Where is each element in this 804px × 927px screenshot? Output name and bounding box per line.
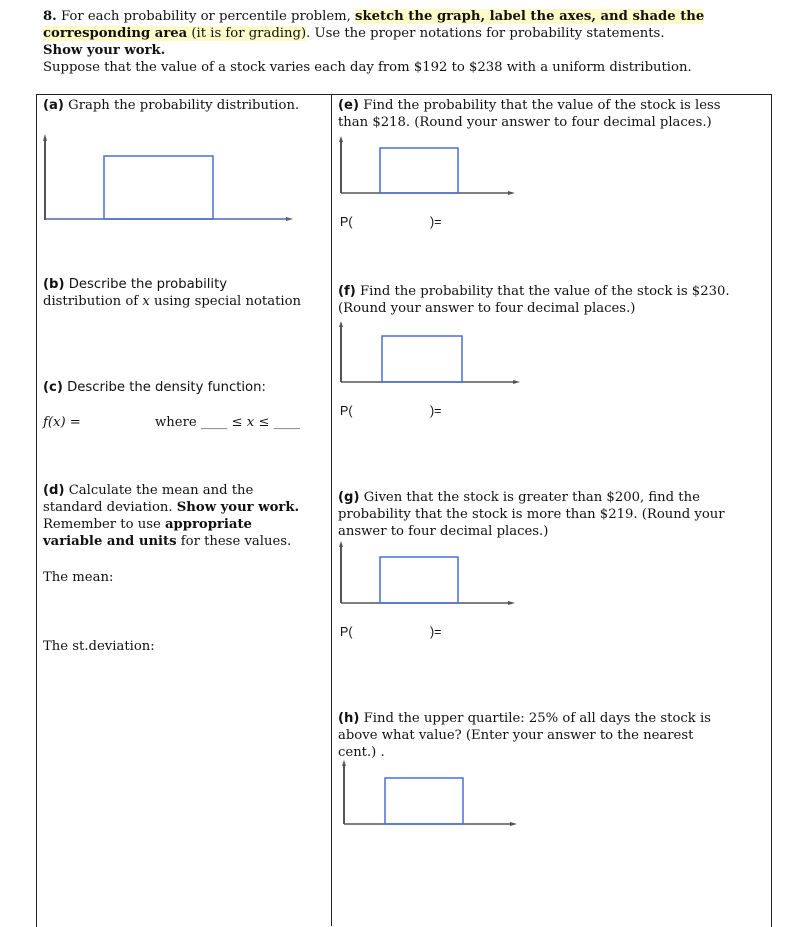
intro-highlight: (it is for grading) bbox=[187, 26, 307, 41]
graph-h bbox=[338, 759, 523, 829]
part-d-line4 bbox=[43, 533, 291, 550]
part-b-text3: using special notation bbox=[149, 294, 302, 309]
mean-label: The mean: bbox=[43, 570, 114, 585]
part-e-prob-close: )= bbox=[430, 215, 442, 229]
intro-line-3 bbox=[43, 42, 788, 59]
y-axis-arrow bbox=[339, 321, 343, 327]
part-b-line2 bbox=[43, 293, 301, 310]
uniform-rect bbox=[385, 778, 463, 824]
part-e-label: (e) bbox=[338, 98, 359, 113]
intro-text-4: Suppose that the value of a stock varies each day from $192 to $238 with a uniform distribution. bbox=[43, 60, 692, 75]
part-a-text: Graph the probability distribution. bbox=[63, 98, 300, 113]
part-b-var: x bbox=[142, 294, 150, 309]
y-axis-arrow bbox=[339, 136, 343, 142]
graph-a bbox=[40, 132, 300, 227]
intro-text: For each probability or percentile problem, bbox=[56, 9, 356, 24]
y-axis-arrow bbox=[339, 541, 343, 547]
intro-bold-highlight: sketch the graph, label the axes, and shade the bbox=[355, 9, 705, 24]
part-d-text1: Calculate the mean and the bbox=[64, 483, 254, 498]
lower-bound-blank[interactable]: ____ bbox=[200, 415, 228, 430]
part-g-line2: probability that the stock is more than $219. (Round your bbox=[338, 507, 725, 522]
graph-f bbox=[336, 320, 526, 388]
x-axis-arrow bbox=[508, 601, 515, 605]
part-e-prob-open: P( bbox=[340, 215, 353, 229]
part-h-line1 bbox=[338, 710, 711, 727]
part-c-text: Describe the density function: bbox=[62, 380, 266, 395]
part-b-text2: distribution of bbox=[43, 294, 143, 309]
y-axis-arrow bbox=[342, 760, 346, 766]
problem-number: 8. bbox=[43, 9, 57, 24]
part-f-prob-close: )= bbox=[430, 404, 442, 418]
part-f-prob-open: P( bbox=[340, 404, 353, 418]
show-work: Show your work. bbox=[43, 43, 166, 58]
part-a-prompt bbox=[43, 97, 299, 114]
part-g-prob-close: )= bbox=[430, 625, 442, 639]
part-g-line1 bbox=[338, 489, 700, 506]
part-a-label: (a) bbox=[43, 98, 64, 113]
intro-line-4 bbox=[43, 59, 788, 76]
part-b-label: (b) bbox=[43, 277, 65, 292]
uniform-rect bbox=[382, 336, 462, 382]
x-axis-arrow bbox=[513, 380, 520, 384]
part-d-line1 bbox=[43, 482, 253, 499]
graph-e bbox=[336, 135, 521, 197]
part-d-label: (d) bbox=[43, 483, 65, 498]
part-g-text1: Given that the stock is greater than $200, find the bbox=[359, 490, 700, 505]
part-c-label: (c) bbox=[43, 380, 63, 395]
intro-line-1 bbox=[43, 8, 788, 25]
part-f-label: (f) bbox=[338, 284, 356, 299]
part-d-line2 bbox=[43, 499, 299, 516]
part-f-line2: (Round your answer to four decimal places.) bbox=[338, 301, 636, 316]
part-g-line3: answer to four decimal places.) bbox=[338, 524, 549, 539]
part-d-text2: standard deviation. bbox=[43, 500, 177, 515]
part-h-line3: cent.) . bbox=[338, 745, 385, 760]
part-h-label: (h) bbox=[338, 711, 360, 726]
column-divider bbox=[331, 94, 332, 926]
x-axis-arrow bbox=[508, 191, 515, 195]
problem-intro bbox=[43, 8, 788, 76]
part-g-label: (g) bbox=[338, 490, 360, 505]
density-fx: f(x) = bbox=[43, 415, 81, 430]
x-axis-arrow bbox=[510, 822, 517, 826]
intro-bold-highlight-2: corresponding area bbox=[43, 26, 188, 41]
part-b-line1 bbox=[43, 276, 227, 293]
density-range bbox=[155, 414, 300, 431]
part-d-text3: Remember to use bbox=[43, 517, 165, 532]
uniform-rect bbox=[380, 148, 458, 193]
part-b-text1: Describe the probability bbox=[64, 277, 228, 292]
part-f-line1 bbox=[338, 283, 730, 300]
part-f-text1: Find the probability that the value of the stock is $230. bbox=[355, 284, 730, 299]
part-e-text1: Find the probability that the value of the stock is less bbox=[359, 98, 721, 113]
uniform-rect bbox=[380, 557, 458, 603]
intro-text-2: . Use the proper notations for probability statements. bbox=[306, 26, 665, 41]
upper-bound-blank[interactable]: ____ bbox=[273, 415, 300, 430]
part-d-line3 bbox=[43, 516, 252, 533]
y-axis-arrow bbox=[43, 134, 47, 141]
part-d-text4: for these values. bbox=[176, 534, 292, 549]
part-e-line1 bbox=[338, 97, 721, 114]
part-g-prob-open: P( bbox=[340, 625, 353, 639]
part-d-bold3: variable and units bbox=[43, 534, 177, 549]
part-e-line2: than $218. (Round your answer to four decimal places.) bbox=[338, 115, 712, 130]
sd-label: The st.deviation: bbox=[43, 639, 155, 654]
part-d-bold2: appropriate bbox=[164, 517, 252, 532]
part-d-bold: Show your work. bbox=[176, 500, 300, 515]
inequality: ≤ x ≤ bbox=[227, 415, 274, 430]
graph-g bbox=[336, 540, 521, 608]
part-c-prompt bbox=[43, 379, 266, 396]
uniform-rect bbox=[104, 156, 213, 219]
where-label: where bbox=[155, 415, 197, 430]
intro-line-2 bbox=[43, 25, 788, 42]
part-h-line2: above what value? (Enter your answer to the nearest bbox=[338, 728, 694, 743]
part-h-text1: Find the upper quartile: 25% of all days the stock is bbox=[359, 711, 711, 726]
